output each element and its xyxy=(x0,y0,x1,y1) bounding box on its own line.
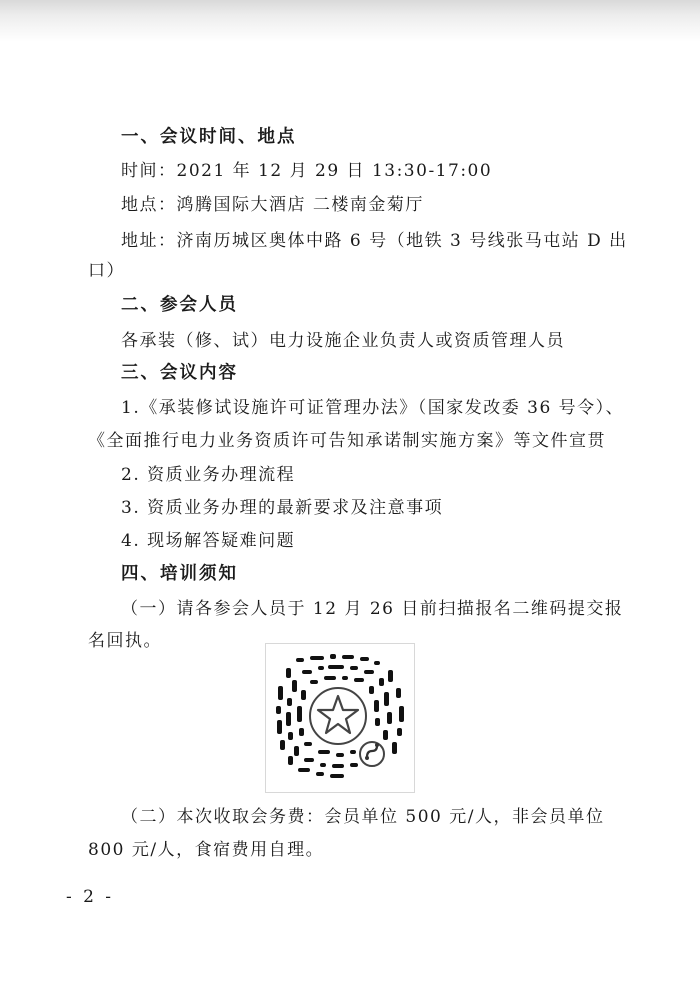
section-3-heading: 三、会议内容 xyxy=(121,363,238,383)
attendees-text: 各承装（修、试）电力设施企业负责人或资质管理人员 xyxy=(121,331,565,351)
content-item-1-line-1: 1.《承装修试设施许可证管理办法》（国家发改委 36 号令）、 xyxy=(121,398,625,418)
content-item-3: 3. 资质业务办理的最新要求及注意事项 xyxy=(121,498,444,518)
notice-2-line-1: （二）本次收取会务费：会员单位 500 元/人，非会员单位 xyxy=(121,807,605,827)
section-1-heading: 一、会议时间、地点 xyxy=(121,127,297,147)
meeting-address-line-1: 地址：济南历城区奥体中路 6 号（地铁 3 号线张马屯站 D 出 xyxy=(121,231,628,251)
section-2-heading: 二、参会人员 xyxy=(121,295,238,315)
meeting-address-line-2: 口） xyxy=(88,261,125,281)
meeting-time: 时间：2021 年 12 月 29 日 13:30-17:00 xyxy=(121,161,493,181)
meeting-place: 地点：鸿腾国际大酒店 二楼南金菊厅 xyxy=(121,195,424,215)
notice-1-line-1: （一）请各参会人员于 12 月 26 日前扫描报名二维码提交报 xyxy=(121,599,624,619)
page-number: - 2 - xyxy=(65,887,115,907)
registration-qr-code[interactable] xyxy=(265,643,415,793)
content-item-1-line-2: 《全面推行电力业务资质许可告知承诺制实施方案》等文件宣贯 xyxy=(88,431,606,451)
section-4-heading: 四、培训须知 xyxy=(121,564,238,584)
content-item-4: 4. 现场解答疑难问题 xyxy=(121,531,296,551)
notice-1-line-2: 名回执。 xyxy=(88,631,162,651)
content-item-2: 2. 资质业务办理流程 xyxy=(121,465,296,485)
mini-program-code-icon xyxy=(266,644,414,792)
notice-2-line-2: 800 元/人，食宿费用自理。 xyxy=(88,840,325,860)
scan-edge-shadow xyxy=(0,0,700,42)
